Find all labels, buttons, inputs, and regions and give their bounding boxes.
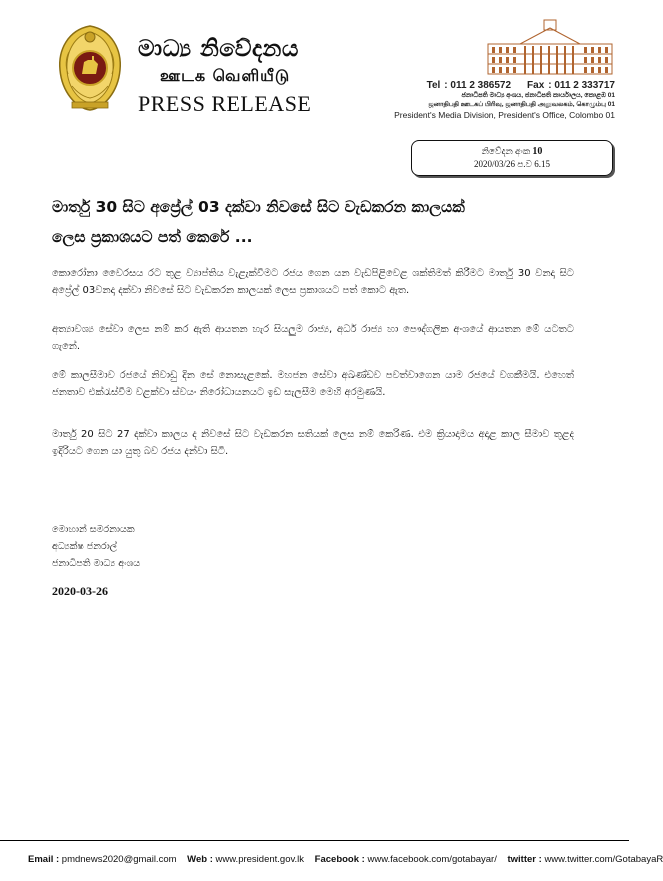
body-paragraph-2: අත්‍යාවශ්‍ය සේවා ලෙස නම් කර ඇති ආයතන හැර සියලුම රාජ්‍ය, අර්ධ රාජ්‍ය හා පෞද්ගලික අංශයේ ආයතන මේ යටතට ගැනේ. [52, 324, 574, 352]
release-date: 2020-03-26 [52, 584, 108, 598]
title-english: PRESS RELEASE [138, 91, 312, 116]
web-link[interactable]: www.president.gov.lk [215, 854, 305, 865]
body-paragraph-1: කොරෝනා වෛරසය රට තුළ ව්‍යාප්තිය වැළැක්වීමට රජය ගෙන යන වැඩපිළිවෙළ ශක්තිමත් කිරීමට මාර්තු 30 වනදා සිට අප්‍රේල් 03වනදා දක්වා නිවසේ සිට වැඩකරන කාලයක් ලෙස ප්‍රකාශයට පත් කොට ඇත. [52, 268, 574, 296]
reference-label: නිවේදන අංක [481, 146, 531, 156]
signatory-office: ජනාධිපති මාධ්‍ය අංශය [52, 558, 141, 569]
address-tamil: ஜனாதிபதி ஊடகப் பிரிவு, ஜனாதிபதி அலுவலகம், கொழும்பு 01 [428, 101, 615, 108]
tel-value: : 011 2 386572 [444, 80, 512, 91]
address-sinhala: ජනාධිපති මාධ්‍ය අංශය, ජනාධිපති කාර්යාලය, කොළඹ 01 [461, 92, 615, 99]
signatory-name: මොහාන් සමරනායක [52, 524, 135, 535]
national-emblem-icon [52, 22, 128, 114]
twitter-label: twitter : [507, 854, 542, 865]
web-label: Web : [187, 854, 213, 865]
headline-line-2: ලෙස ප්‍රකාශයට පත් කෙරේ ... [52, 228, 253, 246]
reference-number-value: 10 [532, 146, 543, 157]
reference-number [412, 146, 612, 157]
email-label: Email : [28, 854, 60, 865]
signatory-title: අධ්‍යක්ෂ ජනරාල් [52, 541, 118, 552]
address-english: President's Media Division, President's Office, Colombo 01 [394, 110, 615, 120]
facebook-link[interactable]: www.facebook.com/gotabayar/ [367, 854, 497, 865]
contact-block [394, 80, 615, 121]
headline-line-1: මාර්තු 30 සිට අප්‍රේල් 03 දක්වා නිවසේ සිට වැඩකරන කාලයක් [52, 198, 465, 216]
presidents-office-building-icon [484, 18, 616, 78]
title-sinhala: මාධ්‍ය නිවේදනය [138, 36, 299, 62]
signature-block [52, 521, 140, 572]
footer-divider [0, 840, 629, 841]
fax-label: Fax [527, 80, 545, 91]
title-tamil: ஊடக வெளியீடு [160, 66, 291, 85]
facebook-label: Facebook : [314, 854, 365, 865]
headline [52, 192, 582, 252]
twitter-link[interactable]: www.twitter.com/GotabayaR [544, 854, 663, 865]
reference-datetime: 2020/03/26 ප.ව 6.15 [473, 159, 551, 169]
tel-label: Tel [426, 80, 441, 91]
email-link[interactable]: pmdnews2020@gmail.com [61, 854, 177, 865]
phone-fax-line [394, 80, 615, 91]
body-paragraph-4: මාර්තු 20 සිට 27 දක්වා කාලය ද නිවසේ සිට වැඩකරන සතියක් ලෙස නම් කෙරිණ. එම ක්‍රියාදාමය අදාළ කාල සීමාව තුළද ඉදිරියට ගෙන යා යුතු බව රජය දන්වා සිටී. [52, 429, 574, 457]
body-paragraph-3: මේ කාලසීමාව රජයේ නිවාඩු දින සේ නොසැළකේ. මහජන සේවා අඛණ්ඩව පවත්වාගෙන යාම රජයේ වගකීමයි. එහෙත් ජනතාව එක්රැස්වීම වළක්වා ස්වයං නිරෝධායනයට ඉඩ සැලසීම මෙහි අරමුණයි. [52, 370, 574, 398]
fax-value: : 011 2 333717 [548, 80, 615, 91]
footer [28, 854, 663, 865]
reference-box [411, 140, 613, 176]
